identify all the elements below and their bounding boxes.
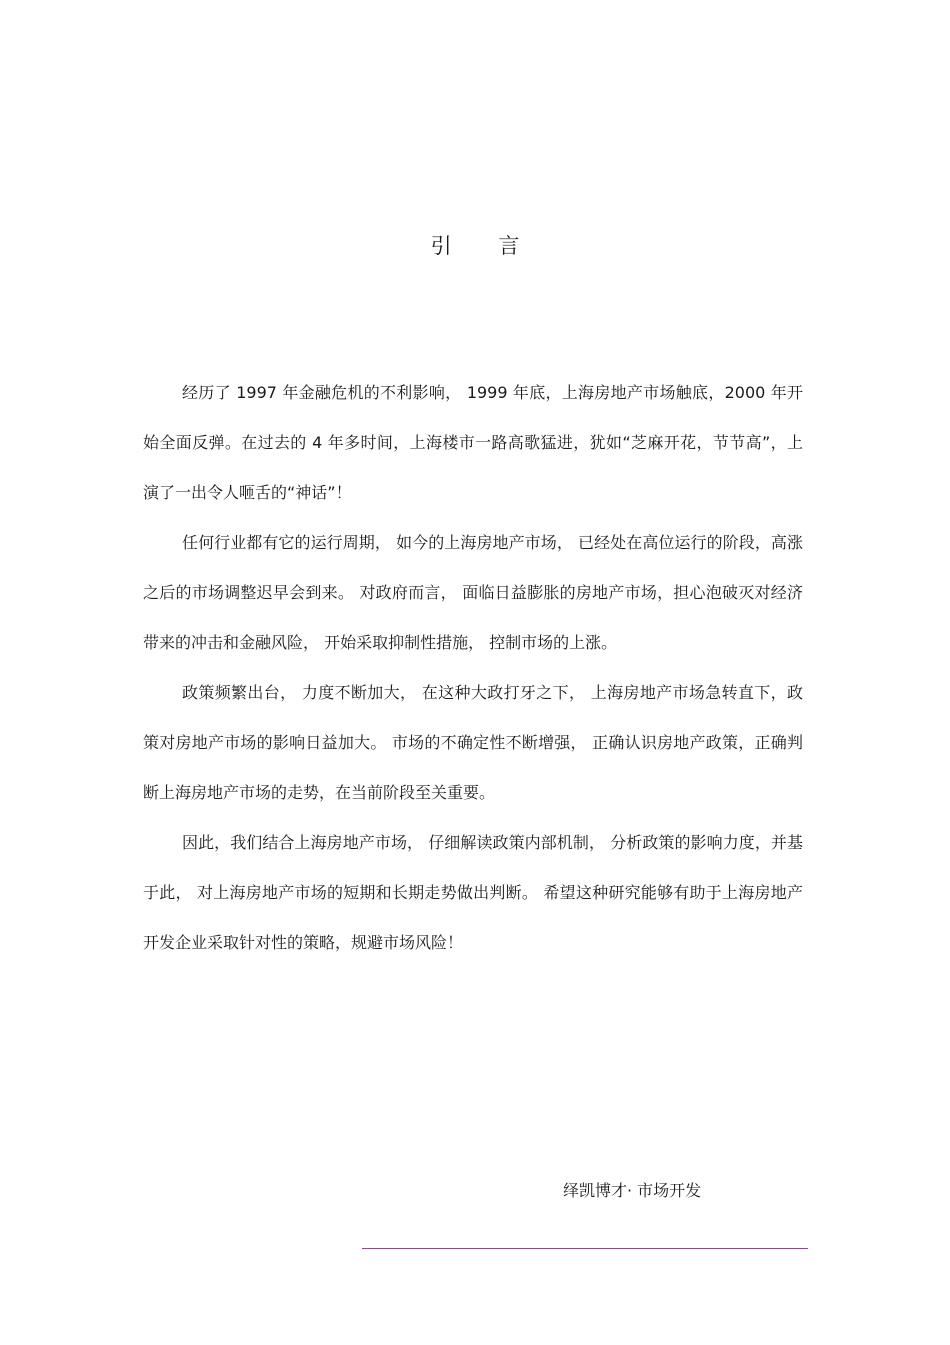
page-title: 引 言 <box>430 234 540 258</box>
body-text <box>143 368 803 968</box>
paragraph: 政策频繁出台， 力度不断加大， 在这种大政打牙之下， 上海房地产市场急转直下，政策对房地产市场的影响日益加大。 市场的不确定性不断增强， 正确认识房地产政策，正确判断上海房地产市场的走势，在当前阶段至关重要。 <box>143 683 803 802</box>
paragraph: 因此，我们结合上海房地产市场， 仔细解读政策内部机制， 分析政策的影响力度，并基于此， 对上海房地产市场的短期和长期走势做出判断。 希望这种研究能够有助于上海房地产开发企业采取针对性的策略，规避市场风险！ <box>143 833 803 952</box>
paragraph: 经历了 1997 年金融危机的不利影响， 1999 年底，上海房地产市场触底，2000 年开始全面反弹。在过去的 4 年多时间，上海楼市一路高歌猛进，犹如“芝麻开花，节节高”，上演了一出令人咂舌的“神话”！ <box>143 383 803 502</box>
paragraph: 任何行业都有它的运行周期， 如今的上海房地产市场， 已经处在高位运行的阶段，高涨之后的市场调整迟早会到来。 对政府而言， 面临日益膨胀的房地产市场，担心泡破灭对经济带来的冲击和金融风险， 开始采取抑制性措施， 控制市场的上涨。 <box>143 533 803 652</box>
footer-rule <box>362 1248 808 1249</box>
signature: 绎凯博才· 市场开发 <box>563 1181 702 1200</box>
